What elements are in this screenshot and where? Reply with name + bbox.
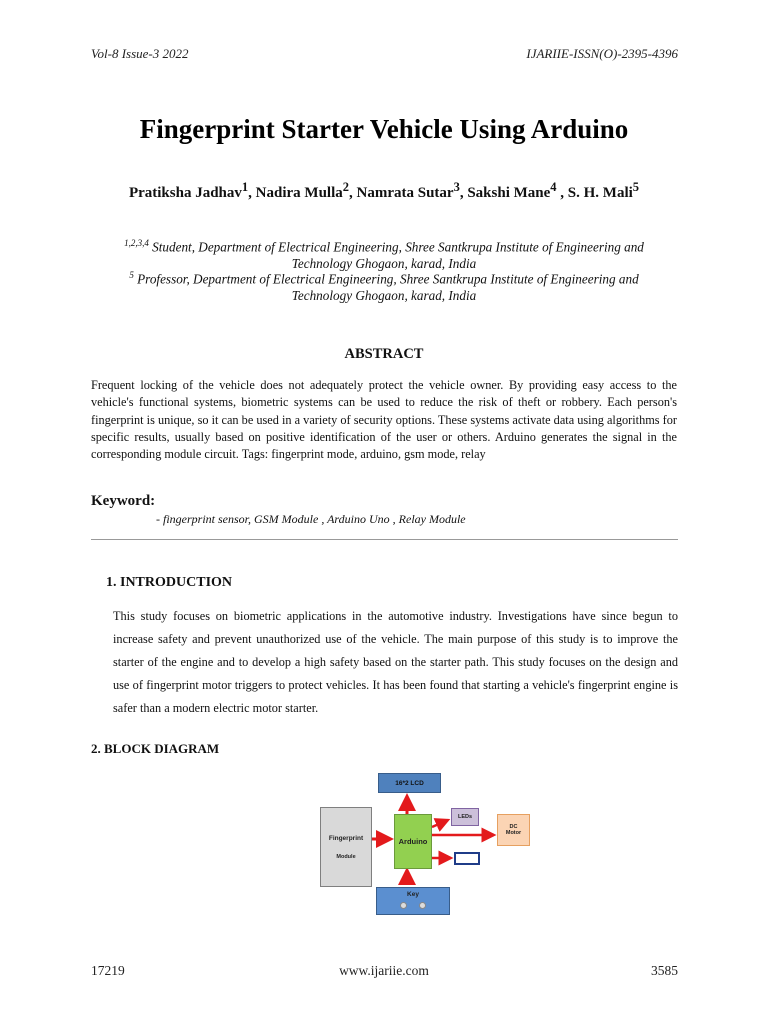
motor-label-2: Motor	[505, 830, 522, 836]
paper-title: Fingerprint Starter Vehicle Using Arduino	[139, 114, 629, 144]
fingerprint-label: Fingerprint	[328, 834, 364, 842]
author-sup: 1	[241, 180, 249, 194]
key-buttons	[400, 902, 426, 909]
affiliation-sup: 5	[129, 270, 134, 280]
module-label: Module	[336, 853, 356, 860]
lcd-block	[378, 773, 441, 793]
block-diagram-heading: 2. BLOCK DIAGRAM	[91, 741, 220, 756]
keyword-text: - fingerprint sensor, GSM Module , Arduino Uno , Relay Module	[156, 512, 466, 526]
abstract-heading: ABSTRACT	[344, 346, 424, 362]
affiliation-line: Professor, Department of Electrical Engineering, Shree Santkrupa Institute of Engineering and	[137, 271, 639, 287]
affiliation-sup: 1,2,3,4	[124, 238, 149, 248]
key-label: Key	[407, 891, 419, 898]
author-name: Namrata Sutar	[356, 185, 454, 201]
key-button-icon	[419, 902, 426, 909]
block-diagram	[318, 770, 532, 920]
journal-issn: IJARIIE-ISSN(O)-2395-4396	[526, 46, 678, 61]
leds-block	[451, 808, 479, 826]
key-block	[376, 887, 450, 915]
author-name: Pratiksha Jadhav	[128, 185, 242, 201]
affiliation-professor	[0, 267, 768, 304]
arduino-block	[394, 814, 432, 869]
journal-volume: Vol-8 Issue-3 2022	[91, 46, 189, 61]
author-name: Sakshi Mane	[467, 185, 551, 201]
keyword-heading: Keyword:	[91, 493, 156, 509]
affiliation-line: Technology Ghogaon, karad, India	[291, 288, 477, 304]
footer-website: www.ijariie.com	[339, 963, 429, 978]
author-sup: 3	[453, 180, 460, 194]
lcd-label: 16*2 LCD	[395, 779, 424, 787]
author-name: Nadira Mulla	[255, 185, 343, 201]
key-button-icon	[400, 902, 407, 909]
footer-paper-id: 17219	[91, 963, 125, 978]
output-block	[454, 852, 480, 865]
arduino-label: Arduino	[398, 837, 428, 846]
author-sup: 5	[632, 180, 640, 194]
author-list: Pratiksha Jadhav$^1$, Nadira Mulla$^2$, Namrata Sutar$^3$, Sakshi Mane$^4$ , S. H. Mali$^5$	[128, 180, 640, 201]
introduction-text: This study focuses on biometric applications in the automotive industry. Investigations have since begun to increase safety and prevent unauthorized use of the vehicle. The main purpose of this study is to improve the starter of the engine and to develop a high safety based on the starter path. This study focuses on the design and use of fingerprint motor triggers to protect vehicles. It has been found that starting a vehicle's fingerprint engine is safer than a modern electric motor starter.	[113, 609, 678, 715]
arrow-arduino-to-leds	[432, 820, 448, 827]
author-sup: 4	[550, 180, 557, 194]
leds-label: LEDs	[457, 814, 473, 820]
affiliation-line: Technology Ghogaon, karad, India	[291, 256, 477, 272]
introduction-heading: 1. INTRODUCTION	[106, 575, 233, 590]
section-divider	[91, 539, 678, 540]
fingerprint-module-block	[320, 807, 372, 887]
author-name: S. H. Mali	[567, 185, 633, 201]
author-sup: 2	[342, 180, 349, 194]
affiliation-line: Student, Department of Electrical Engineering, Shree Santkrupa Institute of Engineering and	[152, 239, 644, 255]
dc-motor-block	[497, 814, 530, 846]
abstract-text: Frequent locking of the vehicle does not adequately protect the vehicle owner. By providing easy access to the vehicle's functional systems, biometric systems can be used to reduce the risk of theft or robbery. Each person's fingerprint is unique, so it can be used in a variety of security options. These systems activate data using algorithms for specific results, usually based on positive identification of the user or others. Arduino generates the signal in the corresponding module circuit. Tags: fingerprint mode, arduino, gsm mode, relay	[91, 378, 677, 462]
motor-label-1: DC	[509, 824, 518, 830]
footer-page-number: 3585	[651, 963, 678, 978]
